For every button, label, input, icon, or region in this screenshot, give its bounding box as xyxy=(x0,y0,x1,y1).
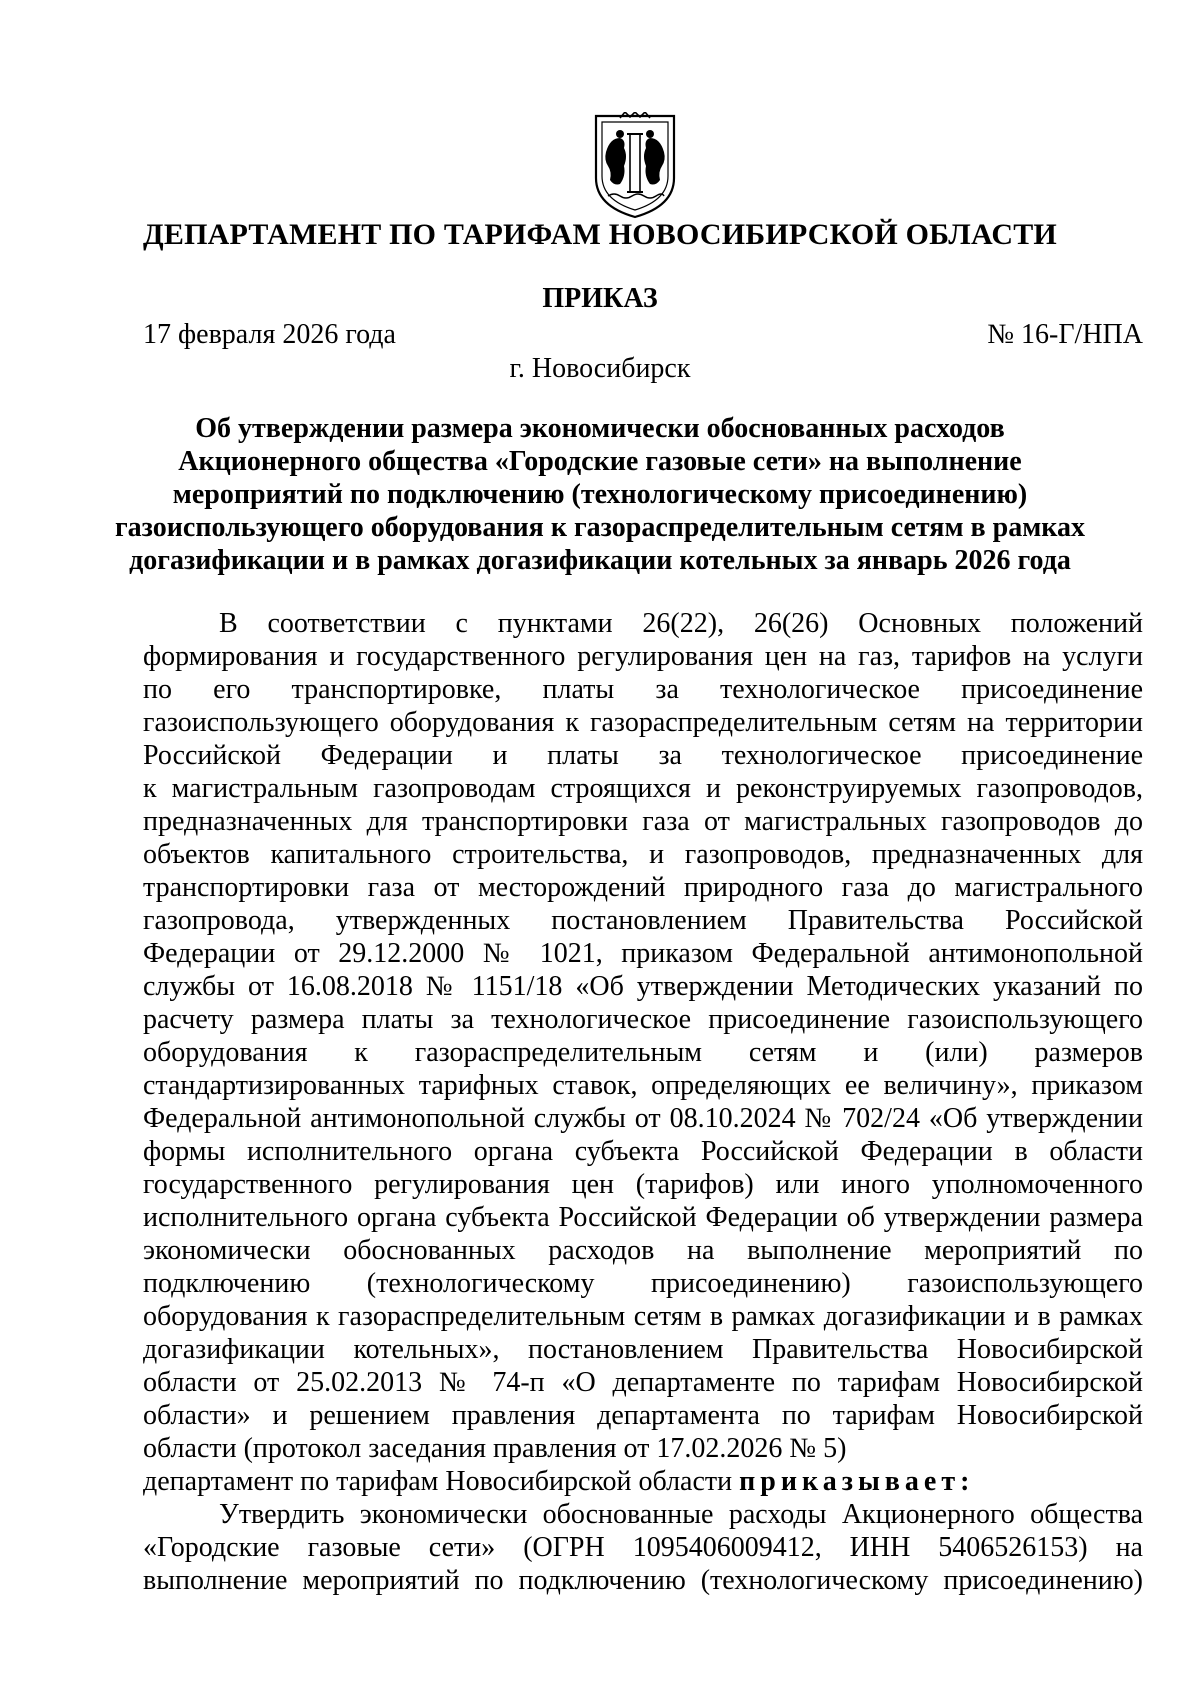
decision-prefix: департамент по тарифам Новосибирской области xyxy=(143,1466,733,1497)
body-line: В соответствии с пунктами 26(22), 26(26) Основных положений xyxy=(219,608,1143,639)
body-line: догазификации котельных», постановлением Правительства Новосибирской xyxy=(143,1334,1143,1365)
body-line: Федеральной антимонопольной службы от 08.10.2024 № 702/24 «Об утверждении xyxy=(143,1103,1143,1134)
coat-of-arms-emblem xyxy=(590,112,680,220)
body-line: Федерации от 29.12.2000 № 1021, приказом Федеральной антимонопольной xyxy=(143,938,1143,969)
body-line: оборудования к газораспределительным сетям в рамках догазификации и в рамках xyxy=(143,1301,1143,1332)
body-line: по его транспортировке, платы за технологическое присоединение xyxy=(143,674,1143,705)
document-type: ПРИКАЗ xyxy=(542,283,658,314)
body-line: государственного регулирования цен (тарифов) или иного уполномоченного xyxy=(143,1169,1143,1200)
body-line: стандартизированных тарифных ставок, определяющих ее величину», приказом xyxy=(143,1070,1143,1101)
body-line: объектов капитального строительства, и газопроводов, предназначенных для xyxy=(143,839,1143,870)
body-line: Российской Федерации и платы за технологическое присоединение xyxy=(143,740,1143,771)
department-title: ДЕПАРТАМЕНТ ПО ТАРИФАМ НОВОСИБИРСКОЙ ОБЛАСТИ xyxy=(143,218,1057,251)
body-line: газоиспользующего оборудования к газораспределительным сетям на территории xyxy=(143,707,1143,738)
order-number: № 16-Г/НПА xyxy=(987,319,1143,350)
body-line: оборудования к газораспределительным сетям и (или) размеров xyxy=(143,1037,1143,1068)
body-line: области (протокол заседания правления от 17.02.2026 № 5) xyxy=(143,1433,847,1464)
order-title xyxy=(0,412,1200,577)
title-line: мероприятий по подключению (технологическому присоединению) xyxy=(172,479,1028,510)
body-line: исполнительного органа субъекта Российской Федерации об утверждении размера xyxy=(143,1202,1143,1233)
order-line: выполнение мероприятий по подключению (технологическому присоединению) xyxy=(143,1565,1143,1596)
order-line: «Городские газовые сети» (ОГРН 1095406009412, ИНН 5406526153) на xyxy=(143,1532,1143,1563)
body-line: к магистральным газопроводам строящихся и реконструируемых газопроводов, xyxy=(143,773,1143,804)
body-line: области от 25.02.2013 № 74-п «О департаменте по тарифам Новосибирской xyxy=(143,1367,1143,1398)
city-name: г. Новосибирск xyxy=(509,353,691,384)
decision-word: приказывает: xyxy=(739,1466,975,1497)
body-line: экономически обоснованных расходов на выполнение мероприятий по xyxy=(143,1235,1143,1266)
order-body xyxy=(143,607,1143,1597)
order-line: Утвердить экономически обоснованные расходы Акционерного общества xyxy=(219,1499,1143,1530)
body-line: области» и решением правления департамента по тарифам Новосибирской xyxy=(143,1400,1143,1431)
body-line: транспортировки газа от месторождений природного газа до магистрального xyxy=(143,872,1143,903)
title-line: догазификации и в рамках догазификации котельных за январь 2026 года xyxy=(129,545,1071,576)
title-line: Об утверждении размера экономически обоснованных расходов xyxy=(195,413,1005,444)
body-line: подключению (технологическому присоединению) газоиспользующего xyxy=(143,1268,1143,1299)
order-date: 17 февраля 2026 года xyxy=(143,319,396,350)
title-line: Акционерного общества «Городские газовые сети» на выполнение xyxy=(178,446,1022,477)
body-line: службы от 16.08.2018 № 1151/18 «Об утверждении Методических указаний по xyxy=(143,971,1143,1002)
body-line: предназначенных для транспортировки газа от магистральных газопроводов до xyxy=(143,806,1143,837)
decision-line xyxy=(143,1465,1143,1498)
title-line: газоиспользующего оборудования к газораспределительным сетям в рамках xyxy=(114,512,1086,543)
body-line: газопровода, утвержденных постановлением Правительства Российской xyxy=(143,905,1143,936)
body-line: формы исполнительного органа субъекта Российской Федерации в области xyxy=(143,1136,1143,1167)
body-line: расчету размера платы за технологическое присоединение газоиспользующего xyxy=(143,1004,1143,1035)
body-line: формирования и государственного регулирования цен на газ, тарифов на услуги xyxy=(143,641,1143,672)
